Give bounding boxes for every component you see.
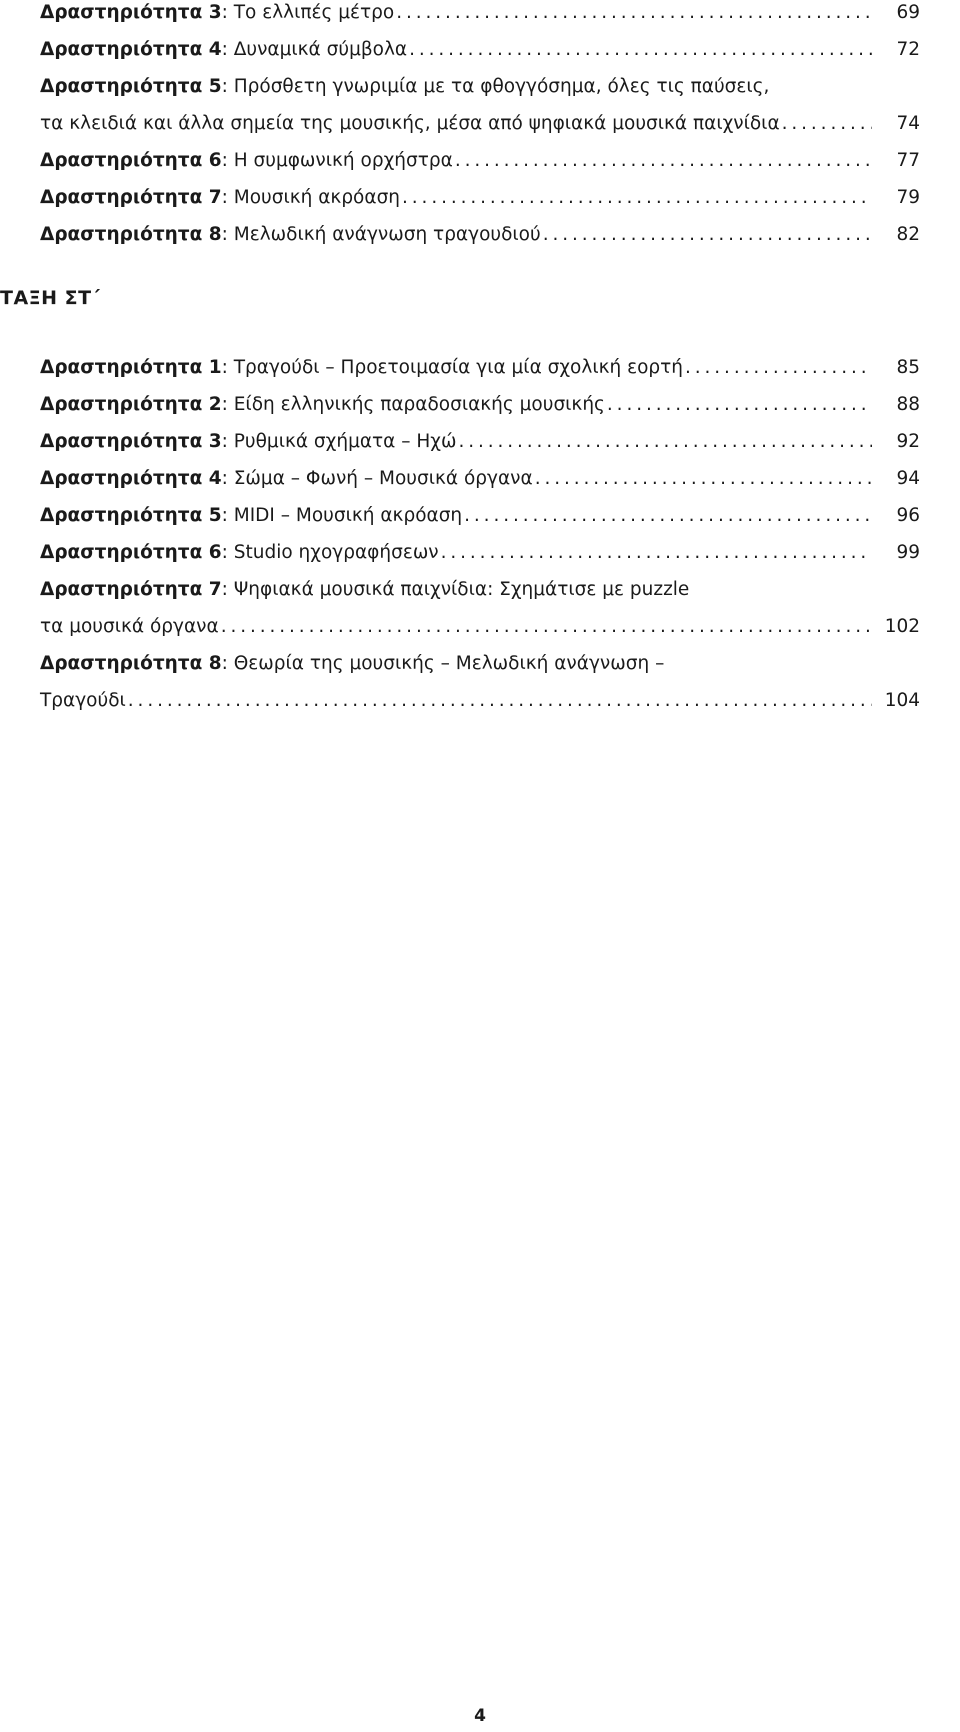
toc-page-number: 104 bbox=[884, 690, 920, 711]
toc-entry-label: Δραστηριότητα 4: Δυναμικά σύμβολα bbox=[40, 39, 408, 60]
toc-entry-label: τα κλειδιά και άλλα σημεία της μουσικής, μέσα από ψηφιακά μουσικά παιχνίδια bbox=[40, 113, 780, 134]
toc-page-number: 74 bbox=[896, 113, 920, 134]
toc-entry-label: Δραστηριότητα 7: Ψηφιακά μουσικά παιχνίδια: Σχημάτισε με puzzle bbox=[40, 579, 690, 600]
toc-entry-label: Δραστηριότητα 8: Θεωρία της μουσικής – Μελωδική ανάγνωση – bbox=[40, 653, 665, 674]
page-number-footer: 4 bbox=[474, 1706, 486, 1726]
toc-page-number: 88 bbox=[896, 394, 920, 415]
toc-entry-label: Δραστηριότητα 6: Η συμφωνική ορχήστρα bbox=[40, 150, 453, 171]
toc-entry[interactable] bbox=[40, 460, 920, 497]
dot-leader bbox=[441, 534, 872, 571]
toc-entry-label: Δραστηριότητα 4: Σώμα – Φωνή – Μουσικά όργανα bbox=[40, 468, 533, 489]
toc-page-number: 82 bbox=[896, 224, 920, 245]
toc-entry-label: Δραστηριότητα 5: MIDI – Μουσική ακρόαση bbox=[40, 505, 463, 526]
toc-entry-label: Δραστηριότητα 6: Studio ηχογραφήσεων bbox=[40, 542, 439, 563]
toc-entry-label: Δραστηριότητα 3: Το ελλιπές μέτρο bbox=[40, 2, 395, 23]
toc-entry[interactable] bbox=[40, 423, 920, 460]
toc-entry[interactable] bbox=[40, 216, 920, 253]
toc-page-number: 96 bbox=[896, 505, 920, 526]
toc-entry[interactable] bbox=[40, 571, 920, 608]
dot-leader bbox=[464, 497, 872, 534]
toc-entry[interactable] bbox=[40, 31, 920, 68]
toc-entry-label: Δραστηριότητα 5: Πρόσθετη γνωριμία με τα φθογγόσημα, όλες τις παύσεις, bbox=[40, 76, 770, 97]
dot-leader bbox=[543, 216, 872, 253]
dot-leader bbox=[128, 682, 872, 719]
toc-page-number: 92 bbox=[896, 431, 920, 452]
toc-entry[interactable] bbox=[40, 68, 920, 105]
toc-entry-continuation[interactable] bbox=[40, 682, 920, 719]
section-heading: ΤΑΞΗ ΣΤ΄ bbox=[0, 287, 101, 309]
toc-entry-label: Δραστηριότητα 8: Μελωδική ανάγνωση τραγουδιού bbox=[40, 224, 541, 245]
dot-leader bbox=[535, 460, 872, 497]
toc-page-number: 72 bbox=[896, 39, 920, 60]
toc-entry[interactable] bbox=[40, 534, 920, 571]
toc-section-st bbox=[40, 349, 920, 719]
toc-entry-label: Δραστηριότητα 2: Είδη ελληνικής παραδοσιακής μουσικής bbox=[40, 394, 605, 415]
toc-entry-continuation[interactable] bbox=[40, 105, 920, 142]
toc-page-number: 77 bbox=[896, 150, 920, 171]
dot-leader bbox=[455, 142, 872, 179]
dot-leader bbox=[782, 105, 872, 142]
dot-leader bbox=[458, 423, 872, 460]
toc-entry[interactable] bbox=[40, 179, 920, 216]
toc-entry-label: Τραγούδι bbox=[40, 690, 126, 711]
toc-page-number: 102 bbox=[884, 616, 920, 637]
dot-leader bbox=[607, 386, 872, 423]
toc-page-number: 85 bbox=[896, 357, 920, 378]
toc-entry-continuation[interactable] bbox=[40, 608, 920, 645]
toc-entry-label: Δραστηριότητα 1: Τραγούδι – Προετοιμασία για μία σχολική εορτή bbox=[40, 357, 684, 378]
toc-entry[interactable] bbox=[40, 349, 920, 386]
dot-leader bbox=[402, 179, 872, 216]
dot-leader bbox=[221, 608, 872, 645]
toc-entry[interactable] bbox=[40, 142, 920, 179]
toc-page-number: 99 bbox=[896, 542, 920, 563]
toc-section-e bbox=[40, 0, 920, 253]
dot-leader bbox=[685, 349, 872, 386]
toc-entry-label: Δραστηριότητα 3: Ρυθμικά σχήματα – Ηχώ bbox=[40, 431, 457, 452]
dot-leader bbox=[409, 31, 872, 68]
toc-entry-label: Δραστηριότητα 7: Μουσική ακρόαση bbox=[40, 187, 401, 208]
toc-entry-label: τα μουσικά όργανα bbox=[40, 616, 219, 637]
toc-page-number: 94 bbox=[896, 468, 920, 489]
toc-entry[interactable] bbox=[40, 497, 920, 534]
toc-page-number: 69 bbox=[896, 2, 920, 23]
toc-entry[interactable] bbox=[40, 386, 920, 423]
toc-entry[interactable] bbox=[40, 0, 920, 31]
toc-entry[interactable] bbox=[40, 645, 920, 682]
toc-page-number: 79 bbox=[896, 187, 920, 208]
dot-leader bbox=[396, 0, 872, 31]
